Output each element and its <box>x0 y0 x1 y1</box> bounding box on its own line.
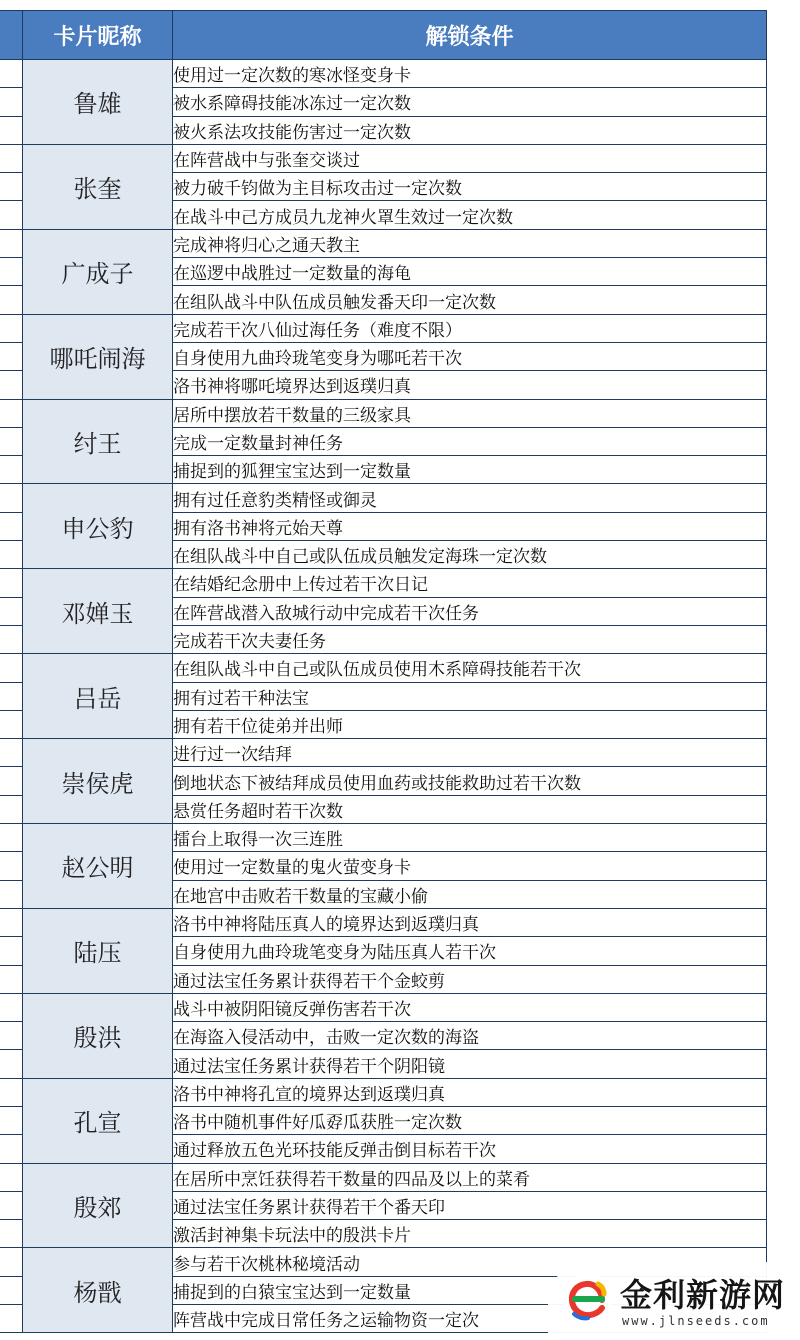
table-row <box>0 993 767 1021</box>
unlock-condition-cell: 通过法宝任务累计获得若干个阴阳镜 <box>173 1050 767 1078</box>
edge-cell <box>0 286 23 314</box>
unlock-condition-cell: 在阵营战中与张奎交谈过 <box>173 144 767 172</box>
edge-cell <box>0 654 23 682</box>
edge-cell <box>0 795 23 823</box>
unlock-condition-cell: 使用过一定数量的鬼火萤变身卡 <box>173 852 767 880</box>
unlock-condition-cell: 拥有洛书神将元始天尊 <box>173 512 767 540</box>
edge-cell <box>0 1248 23 1276</box>
card-name-cell: 孔宣 <box>23 1078 173 1163</box>
unlock-condition-cell: 被水系障碍技能冰冻过一定次数 <box>173 88 767 116</box>
edge-cell <box>0 541 23 569</box>
edge-cell <box>0 1050 23 1078</box>
card-name-cell: 广成子 <box>23 229 173 314</box>
edge-cell <box>0 1022 23 1050</box>
table-row <box>0 1163 767 1191</box>
unlock-condition-cell: 激活封神集卡玩法中的殷洪卡片 <box>173 1220 767 1248</box>
unlock-condition-cell: 自身使用九曲玲珑笔变身为陆压真人若干次 <box>173 937 767 965</box>
edge-cell <box>0 767 23 795</box>
edge-cell <box>0 88 23 116</box>
card-name-cell: 吕岳 <box>23 654 173 739</box>
header-row <box>0 11 767 60</box>
edge-cell <box>0 314 23 342</box>
unlock-condition-cell: 居所中摆放若干数量的三级家具 <box>173 399 767 427</box>
edge-cell <box>0 1106 23 1134</box>
edge-cell <box>0 116 23 144</box>
unlock-condition-cell: 在组队战斗中队伍成员触发番天印一定次数 <box>173 286 767 314</box>
watermark-brand: 金利新游网 <box>620 1276 786 1314</box>
edge-cell <box>0 1220 23 1248</box>
edge-cell <box>0 965 23 993</box>
table-row <box>0 908 767 936</box>
edge-cell <box>0 484 23 512</box>
watermark-logo <box>548 1262 800 1340</box>
card-name-cell: 崇侯虎 <box>23 739 173 824</box>
table-row <box>0 824 767 852</box>
card-name-cell: 哪吒闹海 <box>23 314 173 399</box>
edge-cell <box>0 60 23 88</box>
unlock-condition-cell: 洛书中神将陆压真人的境界达到返璞归真 <box>173 908 767 936</box>
unlock-condition-cell: 完成若干次八仙过海任务（难度不限） <box>173 314 767 342</box>
unlock-condition-cell: 在组队战斗中自己或队伍成员使用木系障碍技能若干次 <box>173 654 767 682</box>
unlock-condition-cell: 完成若干次夫妻任务 <box>173 625 767 653</box>
edge-cell <box>0 1191 23 1219</box>
unlock-condition-cell: 在海盗入侵活动中，击败一定次数的海盗 <box>173 1022 767 1050</box>
edge-cell <box>0 625 23 653</box>
edge-cell <box>0 399 23 427</box>
card-name-cell: 赵公明 <box>23 824 173 909</box>
table-row <box>0 1078 767 1106</box>
edge-cell <box>0 258 23 286</box>
unlock-condition-cell: 拥有过若干种法宝 <box>173 682 767 710</box>
edge-cell <box>0 682 23 710</box>
watermark-url: www.jlnseeds.com <box>622 1314 770 1328</box>
table-row <box>0 484 767 512</box>
edge-cell <box>0 201 23 229</box>
edge-cell <box>0 1305 23 1333</box>
table-row <box>0 144 767 172</box>
unlock-condition-cell: 在结婚纪念册中上传过若干次日记 <box>173 569 767 597</box>
edge-cell <box>0 569 23 597</box>
unlock-condition-cell: 擂台上取得一次三连胜 <box>173 824 767 852</box>
edge-cell <box>0 342 23 370</box>
unlock-condition-cell: 洛书中神将孔宣的境界达到返璞归真 <box>173 1078 767 1106</box>
table-row <box>0 229 767 257</box>
card-name-cell: 纣王 <box>23 399 173 484</box>
unlock-condition-cell: 完成神将归心之通天教主 <box>173 229 767 257</box>
edge-header-cell <box>0 11 23 60</box>
unlock-condition-cell: 参与若干次桃林秘境活动 <box>173 1248 767 1276</box>
unlock-condition-cell: 被力破千钧做为主目标攻击过一定次数 <box>173 173 767 201</box>
brand-e-icon <box>562 1272 614 1324</box>
edge-cell <box>0 173 23 201</box>
card-name-cell: 鲁雄 <box>23 60 173 145</box>
unlock-condition-cell: 被火系法攻技能伤害过一定次数 <box>173 116 767 144</box>
edge-cell <box>0 739 23 767</box>
unlock-condition-cell: 在巡逻中战胜过一定数量的海龟 <box>173 258 767 286</box>
unlock-condition-cell: 在地宫中击败若干数量的宝藏小偷 <box>173 880 767 908</box>
card-name-cell: 申公豹 <box>23 484 173 569</box>
table-row <box>0 399 767 427</box>
unlock-condition-cell: 悬赏任务超时若干次数 <box>173 795 767 823</box>
card-name-cell: 陆压 <box>23 908 173 993</box>
edge-cell <box>0 371 23 399</box>
unlock-condition-cell: 在阵营战潜入敌城行动中完成若干次任务 <box>173 597 767 625</box>
edge-cell <box>0 824 23 852</box>
edge-cell <box>0 880 23 908</box>
edge-cell <box>0 908 23 936</box>
table-row <box>0 739 767 767</box>
edge-cell <box>0 993 23 1021</box>
header-unlock-condition: 解锁条件 <box>173 11 767 60</box>
unlock-condition-cell: 在组队战斗中自己或队伍成员触发定海珠一定次数 <box>173 541 767 569</box>
table-row <box>0 314 767 342</box>
unlock-condition-cell: 在战斗中己方成员九龙神火罩生效过一定次数 <box>173 201 767 229</box>
unlock-condition-cell: 倒地状态下被结拜成员使用血药或技能救助过若干次数 <box>173 767 767 795</box>
unlock-condition-cell: 阵营战中完成日常任务之运输物资一定次 <box>173 1305 767 1333</box>
unlock-table <box>0 10 767 1333</box>
edge-cell <box>0 512 23 540</box>
edge-cell <box>0 937 23 965</box>
edge-cell <box>0 229 23 257</box>
card-name-cell: 殷洪 <box>23 993 173 1078</box>
unlock-condition-cell: 自身使用九曲玲珑笔变身为哪吒若干次 <box>173 342 767 370</box>
table-row <box>0 654 767 682</box>
table-row <box>0 569 767 597</box>
table-body <box>0 60 767 1333</box>
edge-cell <box>0 1276 23 1304</box>
unlock-condition-cell: 洛书中随机事件好瓜孬瓜获胜一定次数 <box>173 1106 767 1134</box>
unlock-condition-cell: 通过法宝任务累计获得若干个番天印 <box>173 1191 767 1219</box>
unlock-condition-cell: 拥有过任意豹类精怪或御灵 <box>173 484 767 512</box>
edge-cell <box>0 1078 23 1106</box>
edge-cell <box>0 1163 23 1191</box>
header-card-name: 卡片昵称 <box>23 11 173 60</box>
card-name-cell: 殷郊 <box>23 1163 173 1248</box>
unlock-condition-cell: 捕捉到的狐狸宝宝达到一定数量 <box>173 456 767 484</box>
unlock-condition-cell: 战斗中被阴阳镜反弹伤害若干次 <box>173 993 767 1021</box>
edge-cell <box>0 144 23 172</box>
unlock-condition-cell: 捕捉到的白猿宝宝达到一定数量 <box>173 1276 767 1304</box>
table-row <box>0 60 767 88</box>
edge-cell <box>0 1135 23 1163</box>
unlock-condition-cell: 完成一定数量封神任务 <box>173 427 767 455</box>
unlock-condition-cell: 洛书神将哪吒境界达到返璞归真 <box>173 371 767 399</box>
unlock-condition-cell: 进行过一次结拜 <box>173 739 767 767</box>
unlock-condition-cell: 使用过一定次数的寒冰怪变身卡 <box>173 60 767 88</box>
edge-cell <box>0 456 23 484</box>
edge-cell <box>0 852 23 880</box>
edge-cell <box>0 710 23 738</box>
card-name-cell: 杨戬 <box>23 1248 173 1333</box>
card-name-cell: 邓婵玉 <box>23 569 173 654</box>
card-name-cell: 张奎 <box>23 144 173 229</box>
unlock-condition-cell: 通过释放五色光环技能反弹击倒目标若干次 <box>173 1135 767 1163</box>
edge-cell <box>0 427 23 455</box>
unlock-condition-cell: 在居所中烹饪获得若干数量的四品及以上的菜肴 <box>173 1163 767 1191</box>
unlock-condition-cell: 拥有若干位徒弟并出师 <box>173 710 767 738</box>
edge-cell <box>0 597 23 625</box>
unlock-condition-cell: 通过法宝任务累计获得若干个金蛟剪 <box>173 965 767 993</box>
